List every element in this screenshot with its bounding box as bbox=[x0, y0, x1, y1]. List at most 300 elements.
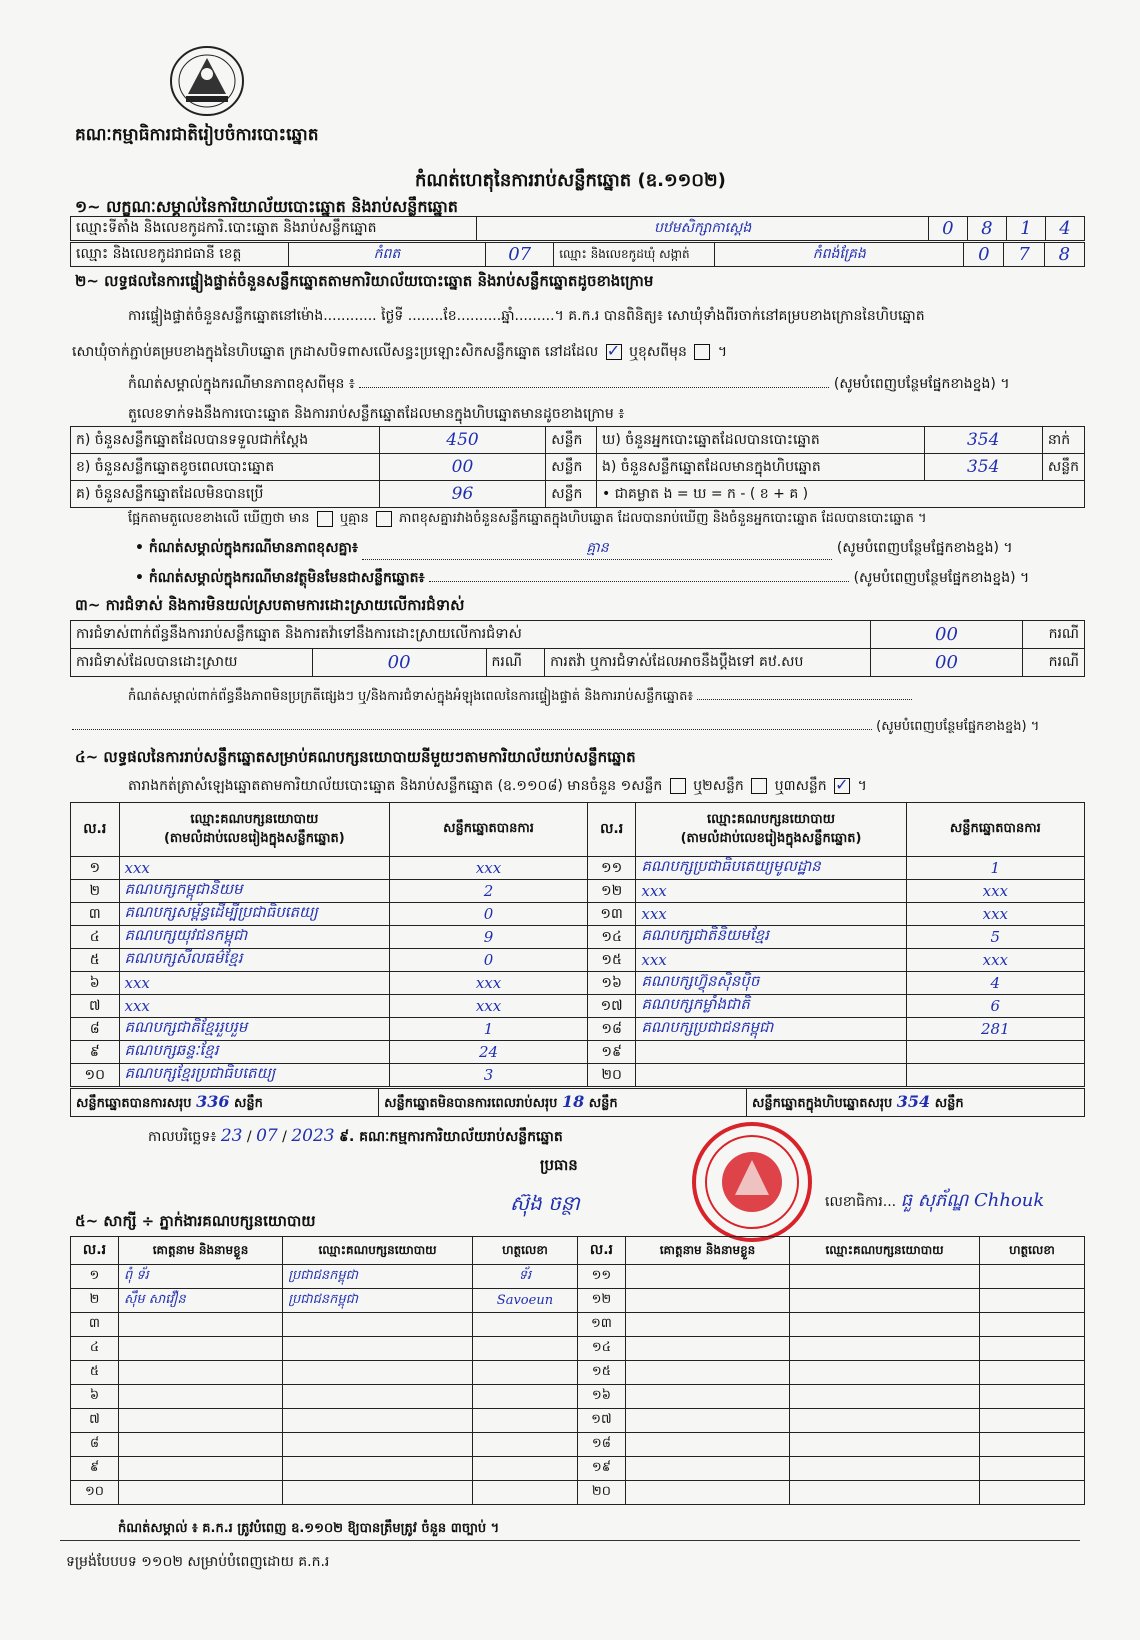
para2b-text: ឬខុសពីមុន bbox=[629, 344, 687, 360]
witness-party bbox=[790, 1313, 980, 1337]
secretary: លេខាធិការ... ធួ សុភ័ណ្ឌ Chhouk bbox=[825, 1190, 1045, 1211]
party-name: xxx bbox=[636, 903, 906, 926]
province-code: 07 bbox=[486, 243, 554, 267]
para5a-text: ផ្អែកតាមតួលេខខាងលើ ឃើញថា មាន bbox=[128, 511, 310, 526]
total-valid bbox=[71, 1089, 379, 1117]
witness-party bbox=[283, 1433, 473, 1457]
commune-code-digit: 8 bbox=[1044, 243, 1084, 267]
section2-para2: សោឃុំចាក់ភ្ជាប់គម្របខាងក្នុងនៃហិបឆ្នោត ក្រដាសបិទពាសលើសន្ធះប្រឡោះសិកសន្លឹកឆ្នោត នៅដដែល ✓ ឬខុសពីមុន ។ bbox=[72, 342, 727, 363]
col-no-header: ល.រ bbox=[71, 1237, 119, 1265]
table-row bbox=[71, 1337, 1085, 1361]
witness-name bbox=[625, 1385, 789, 1409]
witness-party bbox=[283, 1313, 473, 1337]
fill-note: (សូមបំពេញបន្ថែមផ្នែកខាងខ្នង) ។ bbox=[853, 570, 1030, 586]
intro-text: តារាងកត់ត្រាសំឡេងឆ្នោតតាមការិយាល័យបោះឆ្នោត និងរាប់សន្លឹកឆ្នោត (ឧ.១១០៨) មានចំនួន ១សន្លឹក bbox=[128, 778, 663, 794]
vote-count: 1 bbox=[906, 857, 1084, 880]
committee-label: ៩. គណៈកម្មការការិយាល័យរាប់សន្លឹកឆ្នោត bbox=[339, 1129, 563, 1145]
col-no-header: ល.រ bbox=[577, 1237, 625, 1265]
three-sheet-checkbox[interactable] bbox=[834, 778, 850, 794]
witness-name bbox=[625, 1409, 789, 1433]
row-no: ៨ bbox=[71, 1018, 120, 1041]
ballot-row bbox=[71, 481, 1085, 508]
appeal-value: 00 bbox=[870, 649, 1023, 677]
total-box-label: សន្លឹកឆ្នោតក្នុងហិបឆ្នោតសរុប bbox=[751, 1095, 893, 1111]
party-name: គណបក្សជាតិនិយមខ្មែរ bbox=[636, 926, 906, 949]
row-no: ១១ bbox=[577, 1265, 625, 1289]
row-no: ៦ bbox=[71, 972, 120, 995]
party-name bbox=[636, 1064, 906, 1087]
section3-note-line[interactable] bbox=[697, 699, 912, 700]
vote-count: 281 bbox=[906, 1018, 1084, 1041]
ballot-value2: 354 bbox=[924, 454, 1042, 481]
vote-count bbox=[906, 1064, 1084, 1087]
party-name: xxx bbox=[119, 995, 390, 1018]
witness-signature bbox=[979, 1433, 1084, 1457]
table-row bbox=[71, 1385, 1085, 1409]
note1-value[interactable]: គ្មាន bbox=[362, 538, 832, 560]
row-no: ២ bbox=[71, 880, 120, 903]
section2-heading: ២~ លទ្ធផលនៃការផ្ទៀងផ្ទាត់ចំនួនសន្លឹកឆ្នោតតាមការិយាល័យបោះឆ្នោត និងរាប់សន្លឹកឆ្នោតដូចខាងក្រោម bbox=[75, 272, 654, 290]
witness-name bbox=[625, 1265, 789, 1289]
section4-heading: ៤~ លទ្ធផលនៃការរាប់សន្លឹកឆ្នោតសម្រាប់គណបក្សនយោបាយនីមួយៗតាមការិយាល័យរាប់សន្លឹកឆ្នោត bbox=[75, 748, 636, 766]
col-sign-header: ហត្ថលេខា bbox=[472, 1237, 577, 1265]
witness-name: ស៊ឹម សាវឿន bbox=[118, 1289, 282, 1313]
fill-note: (សូមបំពេញបន្ថែមផ្នែកខាងខ្នង) ។ bbox=[833, 376, 1010, 392]
row1-value: បឋមសិក្សាកាស្ដេង bbox=[477, 217, 928, 241]
witness-name bbox=[118, 1313, 282, 1337]
col-sign-header: ហត្ថលេខា bbox=[979, 1237, 1084, 1265]
row1-label: ឈ្មោះទីតាំង និងលេខកូដការិ.បោះឆ្នោត និងរាប់សន្លឹកឆ្នោត bbox=[71, 217, 477, 241]
row-no: ១០ bbox=[71, 1481, 119, 1505]
witness-party bbox=[790, 1457, 980, 1481]
col-party-sub: (តាមលំដាប់លេខរៀងក្នុងសន្លឹកឆ្នោត) bbox=[163, 830, 345, 846]
witness-party bbox=[283, 1385, 473, 1409]
col-party-header bbox=[119, 803, 390, 857]
para5c-text: ភាពខុសគ្នារវាងចំនួនសន្លឹកឆ្នោតក្នុងហិបឆ្នោត ដែលបានរាប់ឃើញ និងចំនួនអ្នកបោះឆ្នោត ដែលបានបោះឆ្នោត ។ bbox=[399, 511, 927, 526]
intro2-text: ឬ២សន្លឹក bbox=[693, 778, 744, 794]
vote-count: 4 bbox=[906, 972, 1084, 995]
witness-party bbox=[283, 1409, 473, 1433]
witness-party bbox=[283, 1481, 473, 1505]
ballot-unit2: សន្លឹក bbox=[1042, 454, 1084, 481]
row-no: ១១ bbox=[587, 857, 636, 880]
table-row bbox=[71, 903, 1085, 926]
chair-label: ប្រធាន bbox=[540, 1156, 578, 1174]
code-digit: 0 bbox=[928, 217, 967, 241]
witness-signature bbox=[979, 1385, 1084, 1409]
province-name: កំពត bbox=[288, 243, 485, 267]
row-no: ១៩ bbox=[577, 1457, 625, 1481]
witness-name bbox=[118, 1337, 282, 1361]
date-line: កាលបរិច្ឆេទ៖ 23 / 07 / 2023 ៩. គណៈកម្មការការិយាល័យរាប់សន្លឹកឆ្នោត bbox=[148, 1126, 563, 1146]
code-digit: 4 bbox=[1045, 217, 1084, 241]
witness-name bbox=[118, 1433, 282, 1457]
table-row bbox=[71, 972, 1085, 995]
row-no: ១៧ bbox=[577, 1409, 625, 1433]
vote-count bbox=[906, 1041, 1084, 1064]
party-name: xxx bbox=[119, 857, 390, 880]
objection-label: ការជំទាស់ពាក់ព័ន្ធនឹងការរាប់សន្លឹកឆ្នោត និងការតវ៉ាទៅនឹងការដោះស្រាយលើការជំទាស់ bbox=[71, 621, 871, 649]
total-invalid-label: សន្លឹកឆ្នោតមិនបានការពេលរាប់សរុប bbox=[384, 1095, 558, 1111]
witness-signature bbox=[472, 1457, 577, 1481]
code-digit: 8 bbox=[967, 217, 1006, 241]
row-no: ១៨ bbox=[587, 1018, 636, 1041]
row-no: ៥ bbox=[71, 1361, 119, 1385]
section2-note2 bbox=[135, 568, 1029, 589]
col-party-header: ឈ្មោះគណបក្សនយោបាយ bbox=[283, 1237, 473, 1265]
table-row bbox=[71, 995, 1085, 1018]
row-no: ៤ bbox=[71, 1337, 119, 1361]
witness-signature bbox=[979, 1265, 1084, 1289]
vote-count: 6 bbox=[906, 995, 1084, 1018]
section2-para1: ការផ្ទៀងផ្ទាត់ចំនួនសន្លឹកឆ្នោតនៅម៉ោង............ ថ្ងៃទី ........ខែ..........ឆ្នាំ.........។ គ.ក.រ បានពិនិត្យ៖ សោឃុំទាំងពីរចាក់នៅគម្របខាងក្រោននៃហិបឆ្នោត bbox=[128, 308, 925, 324]
row-no: ១៥ bbox=[587, 949, 636, 972]
section5-footnote: កំណត់សម្គាល់ ៖ គ.ក.រ ត្រូវបំពេញ ឧ.១១០២ ឱ្យបានត្រឹមត្រូវ ចំនួន ៣ច្បាប់ ។ bbox=[118, 1521, 500, 1536]
witness-signature bbox=[472, 1313, 577, 1337]
section5-heading: ៥~ សាក្សី ÷ ភ្នាក់ងារគណបក្សនយោបាយ bbox=[75, 1212, 316, 1230]
witness-signature bbox=[472, 1433, 577, 1457]
total-valid-label: សន្លឹកឆ្នោតបានការសរុប bbox=[76, 1095, 192, 1111]
footer-divider bbox=[60, 1540, 1080, 1541]
total-invalid-value: 18 bbox=[561, 1091, 585, 1111]
witness-name bbox=[625, 1337, 789, 1361]
row-no: ១៥ bbox=[577, 1361, 625, 1385]
difference-yes-checkbox[interactable] bbox=[317, 511, 333, 527]
table-row bbox=[71, 1361, 1085, 1385]
witness-party bbox=[283, 1337, 473, 1361]
party-name: គណបក្សសីលធម៌ខ្មែរ bbox=[119, 949, 390, 972]
row-no: ៣ bbox=[71, 903, 120, 926]
witness-name bbox=[625, 1481, 789, 1505]
commune-code-digit: 7 bbox=[1004, 243, 1044, 267]
row-no: ៨ bbox=[71, 1433, 119, 1457]
col-votes-header: សន្លឹកឆ្នោតបានការ bbox=[390, 803, 588, 857]
row-no: ៦ bbox=[71, 1385, 119, 1409]
two-sheet-checkbox[interactable] bbox=[751, 778, 767, 794]
secretary-label: លេខាធិការ bbox=[825, 1194, 883, 1210]
witness-signature bbox=[979, 1481, 1084, 1505]
witness-signature bbox=[979, 1337, 1084, 1361]
vote-count: 24 bbox=[390, 1041, 588, 1064]
row-no: ១២ bbox=[577, 1289, 625, 1313]
party-name: xxx bbox=[636, 880, 906, 903]
witness-name bbox=[118, 1409, 282, 1433]
unit: សន្លឹក bbox=[934, 1095, 964, 1111]
table-row bbox=[71, 880, 1085, 903]
resolved-label: ការជំទាស់ដែលបានដោះស្រាយ bbox=[71, 649, 313, 677]
col-party-title: ឈ្មោះគណបក្សនយោបាយ bbox=[707, 811, 835, 827]
table-row bbox=[71, 949, 1085, 972]
vote-count: 0 bbox=[390, 903, 588, 926]
vote-count: 2 bbox=[390, 880, 588, 903]
section3-note-cont bbox=[72, 718, 1039, 737]
witness-party bbox=[790, 1337, 980, 1361]
unit: សន្លឹក bbox=[234, 1095, 263, 1111]
party-name: គណបក្សសម្ព័ន្ធដើម្បីប្រជាធិបតេយ្យ bbox=[119, 903, 390, 926]
witness-signature bbox=[979, 1313, 1084, 1337]
row-no: ១៧ bbox=[587, 995, 636, 1018]
witness-signature bbox=[979, 1361, 1084, 1385]
row-no: ១ bbox=[71, 1265, 119, 1289]
table-row bbox=[71, 1041, 1085, 1064]
col-name-header: គោត្តនាម និងនាមខ្លួន bbox=[118, 1237, 282, 1265]
ballot-row bbox=[71, 427, 1085, 454]
date-month: 07 bbox=[256, 1126, 278, 1146]
commune-code-digit: 0 bbox=[964, 243, 1004, 267]
appeal-label: ការតវ៉ា ឬការជំទាស់ដែលអាចនឹងប្ដឹងទៅ គឋ.សប bbox=[545, 649, 871, 677]
results-totals bbox=[70, 1088, 1085, 1117]
date-label: កាលបរិច្ឆេទ៖ bbox=[148, 1129, 217, 1145]
ballot-count-table bbox=[70, 426, 1085, 508]
section2-para4: តួលេខទាក់ទងនឹងការបោះឆ្នោត និងការរាប់សន្លឹកឆ្នោតដែលមានក្នុងហិបឆ្នោតមានដូចខាងក្រោម ៖ bbox=[128, 406, 625, 422]
section4-intro: តារាងកត់ត្រាសំឡេងឆ្នោតតាមការិយាល័យបោះឆ្នោត និងរាប់សន្លឹកឆ្នោត (ឧ.១១០៨) មានចំនួន ១សន្លឹក ឬ២សន្លឹក ឬ៣សន្លឹក ✓ ។ bbox=[128, 776, 867, 797]
table-row bbox=[71, 1457, 1085, 1481]
table-row bbox=[71, 926, 1085, 949]
party-name: គណបក្សខ្មែរប្រជាធិបតេយ្យ bbox=[119, 1064, 390, 1087]
row-no: ១៣ bbox=[587, 903, 636, 926]
official-seal-icon bbox=[690, 1120, 815, 1245]
ballot-unit: សន្លឹក bbox=[546, 481, 597, 508]
row-no: ១៩ bbox=[587, 1041, 636, 1064]
witness-name bbox=[118, 1385, 282, 1409]
witness-party bbox=[790, 1409, 980, 1433]
witness-party bbox=[790, 1289, 980, 1313]
witness-name: ពុំ ទ័រ bbox=[118, 1265, 282, 1289]
witness-signature bbox=[472, 1385, 577, 1409]
note2-label: • កំណត់សម្គាល់ក្នុងករណីមានវត្ថុមិនមែនជាសន្លឹកឆ្នោត៖ bbox=[135, 570, 425, 586]
col-party-header: ឈ្មោះគណបក្សនយោបាយ bbox=[790, 1237, 980, 1265]
ballot-unit2: នាក់ bbox=[1042, 427, 1084, 454]
form-footer-note: ទម្រង់បែបបទ ១១០២ សម្រាប់បំពេញដោយ គ.ក.រ bbox=[66, 1554, 330, 1570]
secretary-name: ធួ សុភ័ណ្ឌ Chhouk bbox=[900, 1190, 1045, 1211]
ballot-label: ខ) ចំនួនសន្លឹកឆ្នោតខូចពេលបោះឆ្នោត bbox=[71, 454, 380, 481]
party-name: គណបក្សប្រជាធិបតេយ្យមូលដ្ឋាន bbox=[636, 857, 906, 880]
witness-signature bbox=[472, 1481, 577, 1505]
objection-table bbox=[70, 620, 1085, 677]
vote-count: 9 bbox=[390, 926, 588, 949]
section1-heading: ១~ លក្ខណៈសម្គាល់នៃការិយាល័យបោះឆ្នោត និងរាប់សន្លឹកឆ្នោត bbox=[75, 197, 458, 216]
witness-name bbox=[625, 1361, 789, 1385]
section1-table-row2 bbox=[70, 242, 1085, 267]
party-name: គណបក្សជាតិខ្មែររួបរួម bbox=[119, 1018, 390, 1041]
witness-party bbox=[790, 1265, 980, 1289]
row-no: ១៤ bbox=[577, 1337, 625, 1361]
witness-signature bbox=[472, 1361, 577, 1385]
intro3-text: ឬ៣សន្លឹក bbox=[774, 778, 827, 794]
table-row bbox=[71, 1409, 1085, 1433]
row-no: ១៤ bbox=[587, 926, 636, 949]
witness-signature bbox=[979, 1409, 1084, 1433]
fill-note: (សូមបំពេញបន្ថែមផ្នែកខាងខ្នង) ។ bbox=[836, 540, 1013, 556]
table-row bbox=[71, 1265, 1085, 1289]
vote-count: xxx bbox=[390, 995, 588, 1018]
ballot-value: 96 bbox=[379, 481, 546, 508]
date-day: 23 bbox=[220, 1126, 243, 1146]
para2a-text: សោឃុំចាក់ភ្ជាប់គម្របខាងក្នុងនៃហិបឆ្នោត ក្រដាសបិទពាសលើសន្ធះប្រឡោះសិកសន្លឹកឆ្នោត នៅដដែល bbox=[72, 344, 599, 360]
col-name-header: គោត្តនាម និងនាមខ្លួន bbox=[625, 1237, 789, 1265]
ballot-value2: 354 bbox=[924, 427, 1042, 454]
witness-party bbox=[283, 1457, 473, 1481]
row-no: ១៦ bbox=[587, 972, 636, 995]
vote-count: 3 bbox=[390, 1064, 588, 1087]
col-party-title: ឈ្មោះគណបក្សនយោបាយ bbox=[190, 811, 319, 827]
party-name: គណបក្សប្រជាជនកម្ពុជា bbox=[636, 1018, 906, 1041]
witness-name bbox=[625, 1289, 789, 1313]
section3-heading: ៣~ ការជំទាស់ និងការមិនយល់ស្របតាមការដោះស្រាយលើការជំទាស់ bbox=[75, 596, 465, 614]
ballot-label2: ង) ចំនួនសន្លឹកឆ្នោតដែលមានក្នុងហិបឆ្នោត bbox=[596, 454, 924, 481]
row2-label: ឈ្មោះ និងលេខកូដរាជធានី ខេត្ត bbox=[71, 243, 289, 267]
witness-party bbox=[790, 1361, 980, 1385]
table-row bbox=[71, 1481, 1085, 1505]
vote-count: 0 bbox=[390, 949, 588, 972]
row-no: ១៦ bbox=[577, 1385, 625, 1409]
col-party-header bbox=[636, 803, 906, 857]
row-no: ៩ bbox=[71, 1041, 120, 1064]
witness-name bbox=[625, 1313, 789, 1337]
unit: សន្លឹក bbox=[588, 1095, 618, 1111]
para3-line[interactable] bbox=[359, 387, 829, 388]
row-no: ៩ bbox=[71, 1457, 119, 1481]
witness-party: ប្រជាជនកម្ពុជា bbox=[283, 1265, 473, 1289]
row-no: ២០ bbox=[587, 1064, 636, 1087]
party-name bbox=[636, 1041, 906, 1064]
witness-name bbox=[625, 1433, 789, 1457]
section3-note-line2[interactable] bbox=[72, 729, 872, 730]
table-row bbox=[71, 857, 1085, 880]
witness-party: ប្រជាជនកម្ពុជា bbox=[283, 1289, 473, 1313]
results-body bbox=[71, 857, 1085, 1087]
row-no: ២ bbox=[71, 1289, 119, 1313]
commission-name: គណៈកម្មាធិការជាតិរៀបចំការបោះឆ្នោត bbox=[75, 125, 319, 145]
witness-signature bbox=[472, 1337, 577, 1361]
ballot-value: 450 bbox=[379, 427, 546, 454]
col-party-sub: (តាមលំដាប់លេខរៀងក្នុងសន្លឹកឆ្នោត) bbox=[680, 830, 862, 846]
nec-logo-icon bbox=[168, 44, 246, 118]
note2-line[interactable] bbox=[429, 581, 849, 582]
vote-count: xxx bbox=[390, 857, 588, 880]
witness-signature bbox=[472, 1409, 577, 1433]
party-name: xxx bbox=[119, 972, 390, 995]
party-name: គណបក្សហ៊្វុនស៊ិនប៉ិច bbox=[636, 972, 906, 995]
row-no: ១៨ bbox=[577, 1433, 625, 1457]
one-sheet-checkbox[interactable] bbox=[670, 778, 686, 794]
appeal-unit: ករណី bbox=[1023, 649, 1085, 677]
row-no: ៧ bbox=[71, 1409, 119, 1433]
vote-count: xxx bbox=[390, 972, 588, 995]
vote-count: xxx bbox=[906, 949, 1084, 972]
witness-signature: Savoeun bbox=[472, 1289, 577, 1313]
col-no-header: ល.រ bbox=[71, 803, 120, 857]
table-row bbox=[71, 1433, 1085, 1457]
section3-note-label: កំណត់សម្គាល់ពាក់ព័ន្ធនឹងភាពមិនប្រក្រតីផ្សេងៗ ឬ/និងការជំទាស់ក្នុងអំឡុងពេលនៃការផ្ទៀងផ្ទាត់ និងការរាប់សន្លឹកឆ្នោត៖ bbox=[128, 689, 694, 704]
ballot-label2: ឃ) ចំនួនអ្នកបោះឆ្នោតដែលបានបោះឆ្នោត bbox=[596, 427, 924, 454]
row-no: ៧ bbox=[71, 995, 120, 1018]
note1-label: • កំណត់សម្គាល់ក្នុងករណីមានភាពខុសគ្នា៖ bbox=[135, 540, 359, 556]
party-name: គណបក្សយុវជនកម្ពុជា bbox=[119, 926, 390, 949]
witness-name bbox=[625, 1457, 789, 1481]
witness-party bbox=[790, 1385, 980, 1409]
witness-body bbox=[71, 1265, 1085, 1505]
vote-count: 5 bbox=[906, 926, 1084, 949]
commune-label: ឈ្មោះ និងលេខកូដឃុំ សង្កាត់ bbox=[554, 243, 715, 267]
ballot-unit: សន្លឹក bbox=[546, 427, 597, 454]
row-no: ១២ bbox=[587, 880, 636, 903]
unchanged-checkbox[interactable] bbox=[606, 344, 622, 360]
total-valid-value: 336 bbox=[196, 1091, 230, 1111]
para3-text: កំណត់សម្គាល់ក្នុងករណីមានភាពខុសពីមុន ៖ bbox=[128, 376, 355, 392]
party-name: គណបក្សកម្លាំងជាតិ bbox=[636, 995, 906, 1018]
section2-para3 bbox=[128, 374, 1010, 395]
chair-name: ស៊ុង ចន្ថា bbox=[510, 1191, 580, 1215]
table-row bbox=[71, 1064, 1085, 1087]
total-invalid bbox=[379, 1089, 747, 1117]
changed-checkbox[interactable] bbox=[694, 344, 710, 360]
witness-signature bbox=[979, 1289, 1084, 1313]
formula-label: • ជាគម្លាត ង = ឃ = ក - ( ខ + គ ) bbox=[596, 481, 1084, 508]
party-name: គណបក្សកម្ពុជានិយម bbox=[119, 880, 390, 903]
witness-party bbox=[790, 1481, 980, 1505]
witness-name bbox=[118, 1457, 282, 1481]
party-name: xxx bbox=[636, 949, 906, 972]
commune-name: កំពង់គ្រែង bbox=[715, 243, 964, 267]
witness-name bbox=[118, 1361, 282, 1385]
row-no: ១ bbox=[71, 857, 120, 880]
fill-note: (សូមបំពេញបន្ថែមផ្នែកខាងខ្នង) ។ bbox=[876, 719, 1040, 734]
date-year: 2023 bbox=[291, 1126, 335, 1146]
witness-signature bbox=[979, 1457, 1084, 1481]
table-row bbox=[71, 1313, 1085, 1337]
row-no: ៣ bbox=[71, 1313, 119, 1337]
code-digit: 1 bbox=[1006, 217, 1045, 241]
para5b-text: ឬគ្មាន bbox=[339, 511, 369, 526]
col-no-header: ល.រ bbox=[587, 803, 636, 857]
row-no: ១៣ bbox=[577, 1313, 625, 1337]
row-no: ២០ bbox=[577, 1481, 625, 1505]
section2-para5 bbox=[128, 510, 927, 529]
results-table bbox=[70, 802, 1085, 1087]
party-name: គណបក្សឆន្ទៈខ្មែរ bbox=[119, 1041, 390, 1064]
resolved-value: 00 bbox=[312, 649, 486, 677]
table-row bbox=[71, 1289, 1085, 1313]
row-no: ១០ bbox=[71, 1064, 120, 1087]
section2-note1 bbox=[135, 538, 1013, 560]
vote-count: xxx bbox=[906, 880, 1084, 903]
witness-party bbox=[790, 1433, 980, 1457]
table-row bbox=[71, 1018, 1085, 1041]
difference-no-checkbox[interactable] bbox=[376, 511, 392, 527]
total-box bbox=[746, 1089, 1084, 1117]
ballot-value: 00 bbox=[379, 454, 546, 481]
section3-note bbox=[128, 688, 912, 707]
ballot-unit: សន្លឹក bbox=[546, 454, 597, 481]
ballot-label: ក) ចំនួនសន្លឹកឆ្នោតដែលបានទទួលជាក់ស្ដែង bbox=[71, 427, 380, 454]
objection-unit: ករណី bbox=[1023, 621, 1085, 649]
resolved-unit: ករណី bbox=[486, 649, 545, 677]
ballot-row bbox=[71, 454, 1085, 481]
witness-party bbox=[283, 1361, 473, 1385]
vote-count: 1 bbox=[390, 1018, 588, 1041]
objection-value: 00 bbox=[870, 621, 1023, 649]
section1-table bbox=[70, 216, 1085, 241]
witness-signature: ទ័រ bbox=[472, 1265, 577, 1289]
witness-table bbox=[70, 1236, 1085, 1505]
page-title: កំណត់ហេតុនៃការរាប់សន្លឹកឆ្នោត (ឧ.១១០២) bbox=[415, 170, 726, 191]
vote-count: xxx bbox=[906, 903, 1084, 926]
ballot-label: គ) ចំនួនសន្លឹកឆ្នោតដែលមិនបានប្រើ bbox=[71, 481, 380, 508]
row-no: ៤ bbox=[71, 926, 120, 949]
witness-name bbox=[118, 1481, 282, 1505]
total-box-value: 354 bbox=[896, 1091, 931, 1111]
